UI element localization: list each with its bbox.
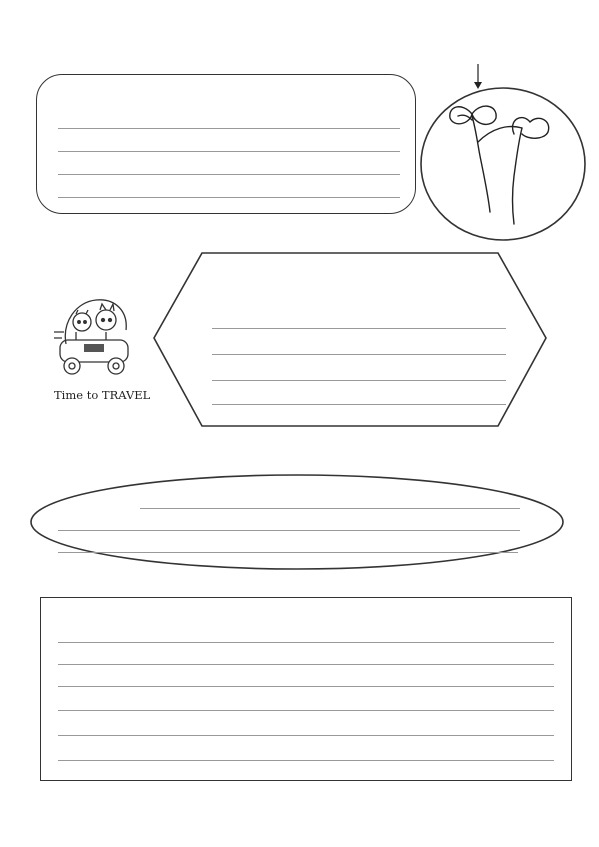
travel-sticker-illustration bbox=[46, 288, 142, 384]
station1-box bbox=[36, 74, 416, 214]
impression-box bbox=[28, 472, 566, 572]
station2-box bbox=[150, 250, 550, 430]
reflection-box bbox=[40, 597, 572, 781]
drawing-circle bbox=[418, 84, 588, 244]
sticker-caption: Time to TRAVEL bbox=[54, 388, 151, 402]
